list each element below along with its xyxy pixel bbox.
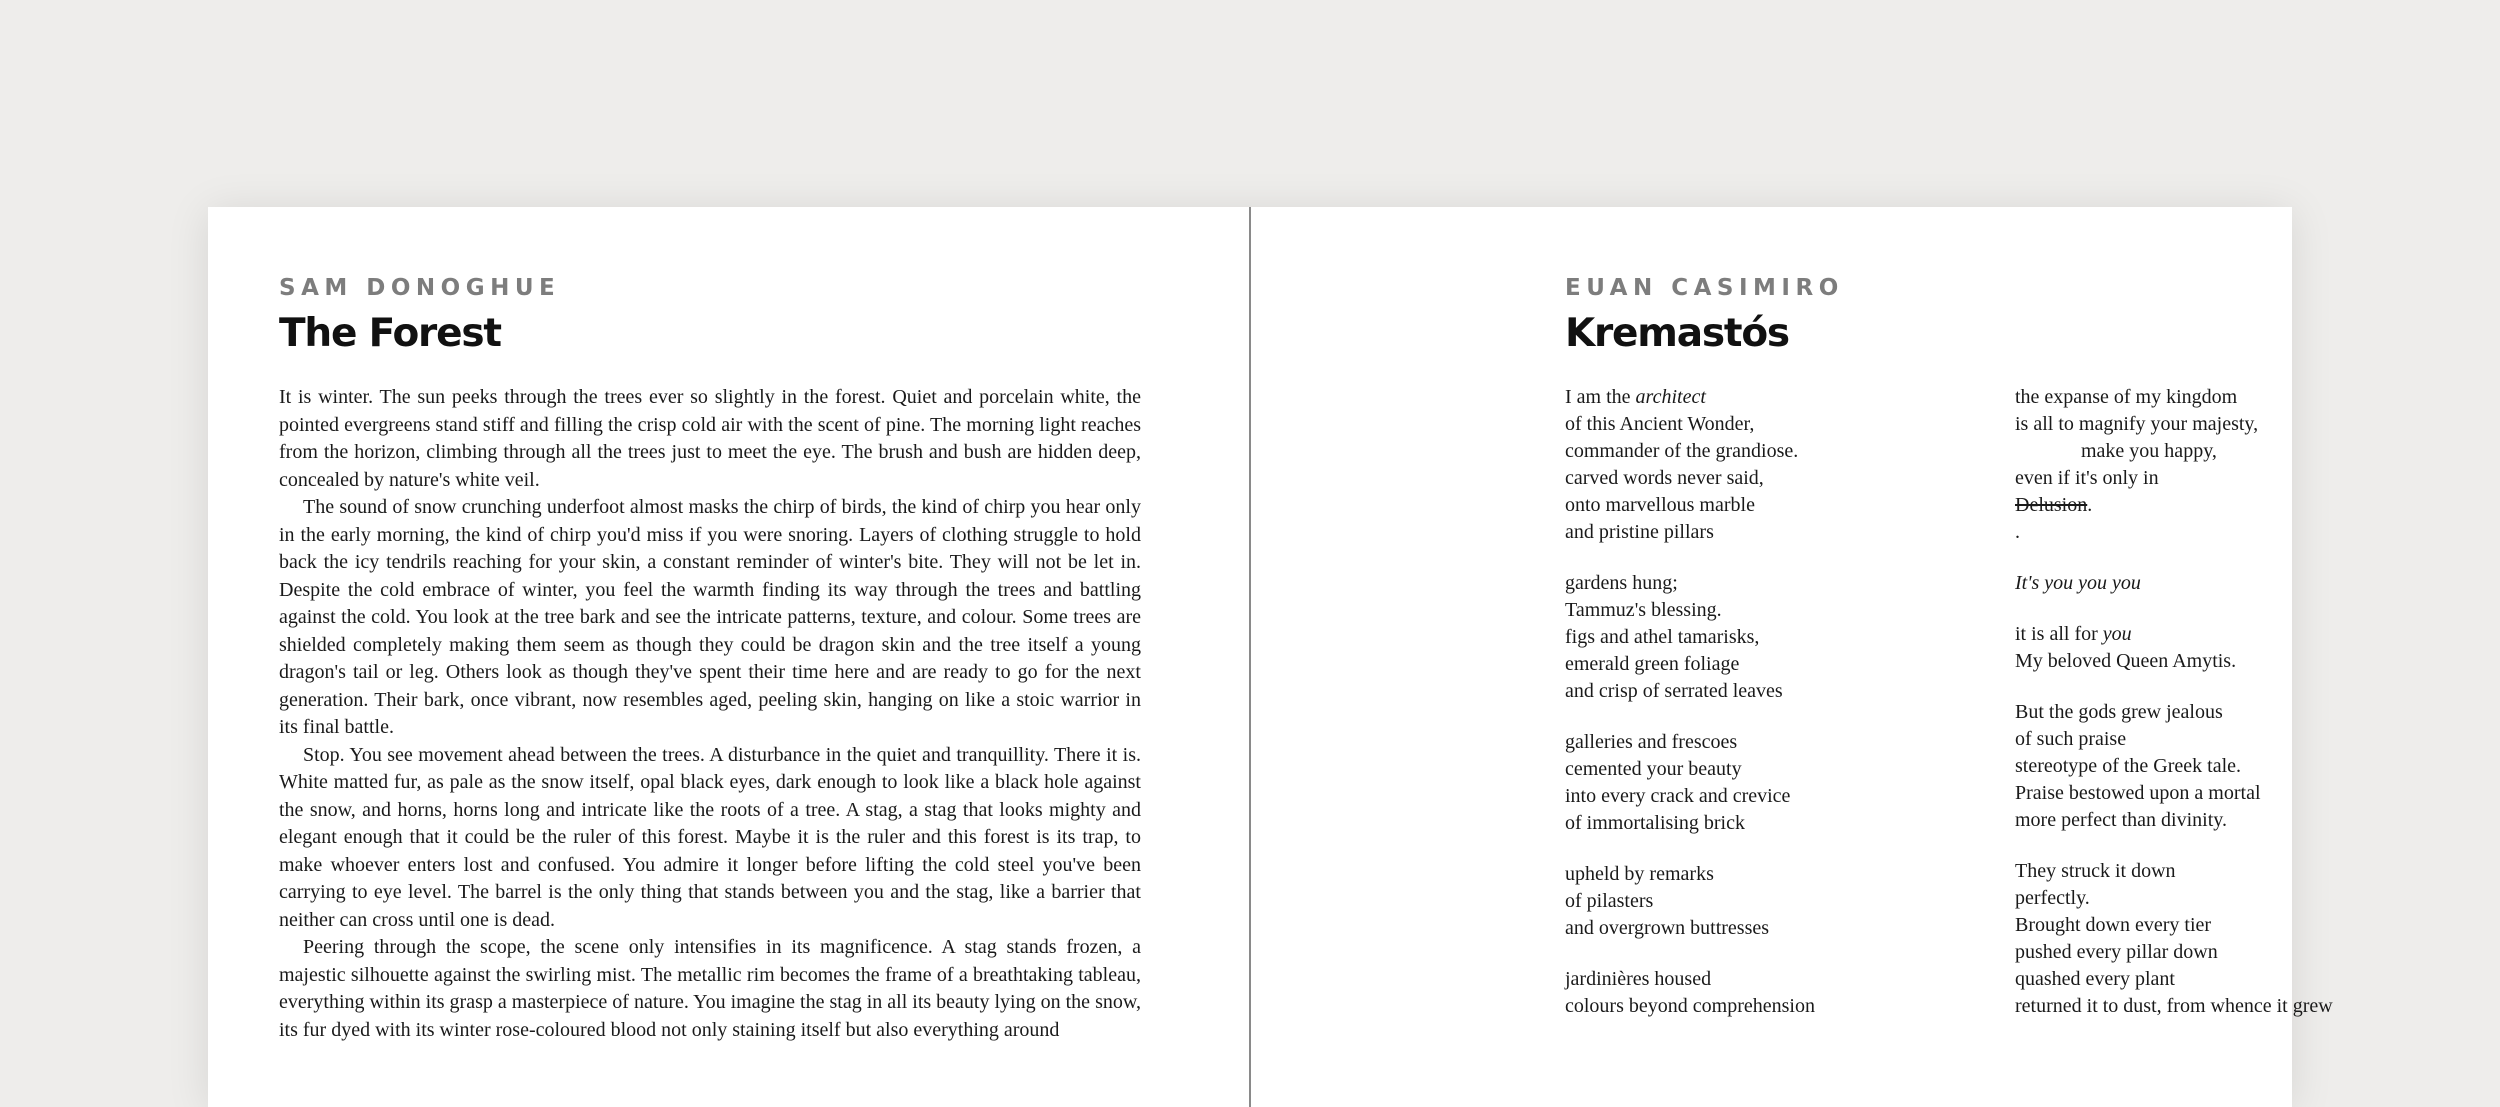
poem-line: of this Ancient Wonder, [1565, 413, 1755, 435]
poem-line: perfectly. [2015, 887, 2090, 909]
poem-line: Delusion. [2015, 494, 2093, 516]
poem-line: gardens hung; [1565, 572, 1678, 594]
poem-line: I am the architect [1565, 386, 1706, 408]
stanza-break [2015, 675, 2333, 699]
poem-line: returned it to dust, from whence it grew [2015, 995, 2333, 1017]
poem-line: the expanse of my kingdom [2015, 386, 2238, 408]
poem-line: upheld by remarks [1565, 863, 1714, 885]
left-page [208, 207, 1249, 1107]
emphasis: architect [1635, 386, 1706, 408]
story-body [279, 384, 1141, 1044]
author-name: EUAN CASIMIRO [1565, 275, 1844, 301]
poem-line: carved words never said, [1565, 467, 1764, 489]
poem-line: onto marvellous marble [1565, 494, 1755, 516]
poem-line: My beloved Queen Amytis. [2015, 650, 2237, 672]
poem-line: colours beyond comprehension [1565, 995, 1815, 1017]
poem-title: Kremastós [1565, 311, 1789, 356]
poem-column-2 [2015, 384, 2333, 1020]
paragraph: Stop. You see movement ahead between the trees. A disturbance in the quiet and tranquillity. There it is. White matted fur, as pale as the snow itself, opal black eyes, dark enough to look like a black hole against the snow, and horns, horns long and intricate like the roots of a tree. A stag, a stag that looks mighty and elegant enough that it could be the ruler of this forest. Maybe it is the ruler and this forest is its trap, to make whoever enters lost and confused. You admire it longer before lifting the cold steel you've been carrying to eye level. The barrel is the only thing that stands between you and the stag, like a barrier that neither can cross until one is dead. [279, 743, 1141, 931]
poem-line: make you happy, [2081, 440, 2217, 462]
poem-line: Tammuz's blessing. [1565, 599, 1722, 621]
poem-line: pushed every pillar down [2015, 941, 2218, 963]
poem-line: and crisp of serrated leaves [1565, 680, 1783, 702]
story-title: The Forest [279, 311, 501, 356]
stanza-break [2015, 546, 2333, 570]
poem-line: quashed every plant [2015, 968, 2175, 990]
paragraph: It is winter. The sun peeks through the trees ever so slightly in the forest. Quiet and porcelain white, the pointed evergreens stand stiff and filling the crisp cold air with the scent of pine. The morning light reaches from the horizon, climbing through all the trees just to meet the eye. The brush and bush are hidden deep, concealed by nature's white veil. [279, 386, 1141, 491]
poem-line: more perfect than divinity. [2015, 809, 2227, 831]
paragraph: The sound of snow crunching underfoot almost masks the chirp of birds, the kind of chirp you hear only in the early morning, the kind of chirp you'd miss if you were snoring. Layers of clothing struggle to hold back the icy tendrils reaching for your skin, a constant reminder of winter's bite. They will not be let in. Despite the cold embrace of winter, you feel the warmth finding its way through the trees and battling against the cold. You look at the tree bark and see the intricate patterns, texture, and colour. Some trees are shielded completely making them seem as though they could be dragon skin and the tree itself a young dragon's tail or leg. Others look as though they've spent their time here and are ready to go for the next generation. Their bark, once vibrant, now resembles aged, peeling skin, hanging on like a stoic warrior in its final battle. [279, 496, 1141, 738]
poem-line: stereotype of the Greek tale. [2015, 755, 2242, 777]
stanza-break [1565, 705, 1815, 729]
poem-column-1 [1565, 384, 1815, 1020]
struck-word: Delusion [2015, 494, 2088, 516]
poem-line: of such praise [2015, 728, 2127, 750]
stanza-break [1565, 546, 1815, 570]
poem-line: commander of the grandiose. [1565, 440, 1799, 462]
poem-line: even if it's only in [2015, 467, 2159, 489]
poem-line: emerald green foliage [1565, 653, 1740, 675]
stanza-break [1565, 942, 1815, 966]
poem-line: jardinières housed [1565, 968, 1712, 990]
paragraph: Peering through the scope, the scene only intensifies in its magnificence. A stag stands frozen, a majestic silhouette against the swirling mist. The metallic rim becomes the frame of a breathtaking tableau, everything within its grasp a masterpiece of nature. You imagine the stag in all its beauty lying on the snow, its fur dyed with its winter rose-coloured blood not only staining itself but also everything around [279, 936, 1141, 1041]
poem-line: Praise bestowed upon a mortal [2015, 782, 2261, 804]
right-page [1251, 207, 2333, 1107]
poem-line: galleries and frescoes [1565, 731, 1738, 753]
poem-line: . [2015, 521, 2020, 543]
poem-line: They struck it down [2015, 860, 2176, 882]
stanza-break [2015, 834, 2333, 858]
poem-line: But the gods grew jealous [2015, 701, 2223, 723]
poem-line: cemented your beauty [1565, 758, 1742, 780]
poem-line: of immortalising brick [1565, 812, 1745, 834]
poem-line: It's you you you [2015, 572, 2141, 594]
book-spread [208, 207, 2333, 1107]
poem-line: of pilasters [1565, 890, 1654, 912]
poem-line: it is all for you [2015, 623, 2132, 645]
poem-line: and pristine pillars [1565, 521, 1714, 543]
stanza-break [2015, 597, 2333, 621]
stanza-break [1565, 837, 1815, 861]
poem-line: Brought down every tier [2015, 914, 2212, 936]
emphasis: you [2102, 623, 2132, 645]
poem-line: into every crack and crevice [1565, 785, 1791, 807]
poem-line: figs and athel tamarisks, [1565, 626, 1760, 648]
poem-line: and overgrown buttresses [1565, 917, 1770, 939]
poem-line: is all to magnify your majesty, [2015, 413, 2259, 435]
author-name: SAM DONOGHUE [279, 275, 561, 301]
